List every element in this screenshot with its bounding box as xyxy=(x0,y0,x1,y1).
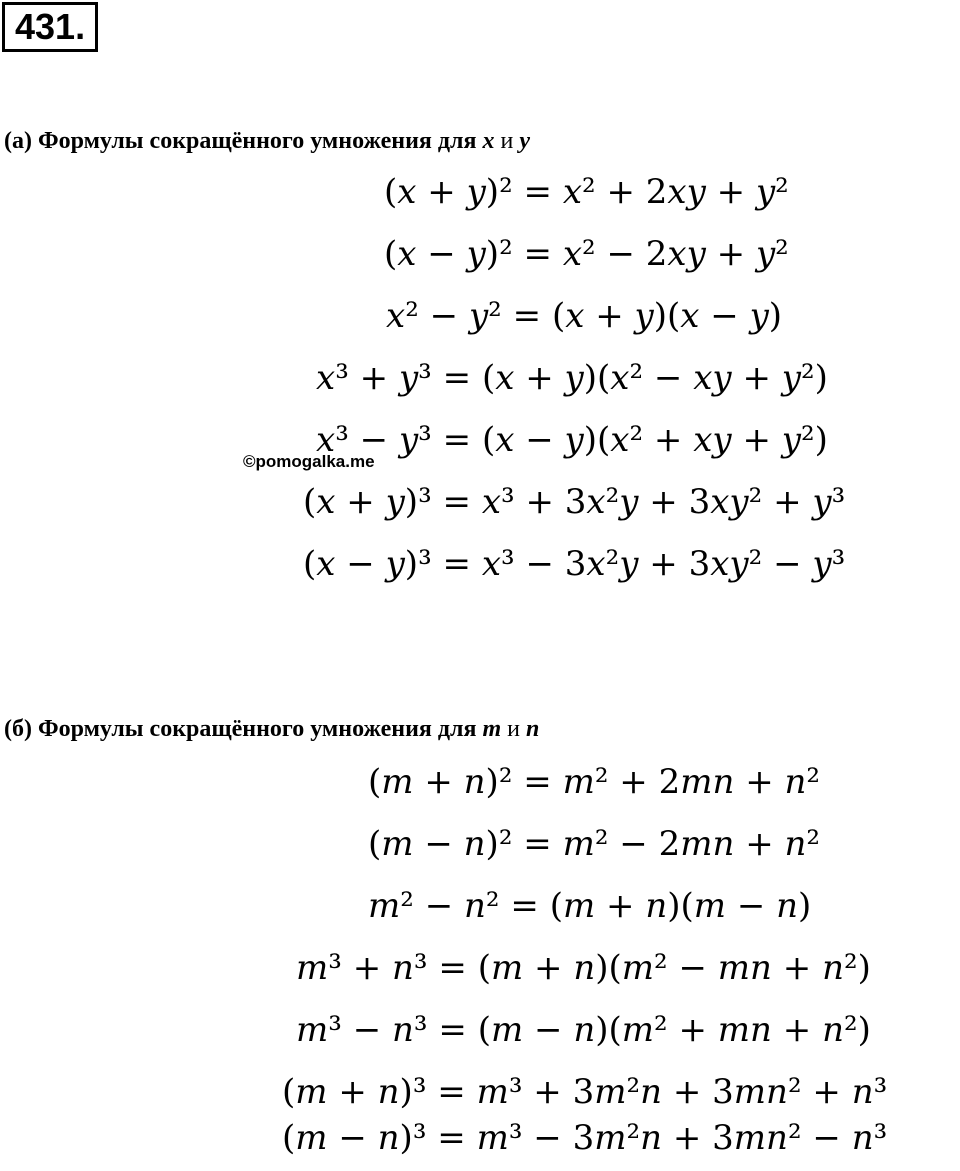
formula-b-2: (m − n)² = m² − 2mn + n² xyxy=(368,824,821,864)
formula-a-7: (x − y)³ = x³ − 3x²y + 3xy² − y³ xyxy=(303,544,846,584)
section-b-label: (б) Формулы сокращённого умножения для xyxy=(4,716,477,742)
exercise-number: 431. xyxy=(2,2,98,52)
section-b-var1: m xyxy=(482,716,502,742)
formula-b-7: (m − n)³ = m³ − 3m²n + 3mn² − n³ xyxy=(282,1118,888,1158)
section-b-conj: и xyxy=(507,716,520,742)
formula-b-3: m² − n² = (m + n)(m − n) xyxy=(368,886,812,926)
formula-b-5: m³ − n³ = (m − n)(m² + mn + n²) xyxy=(296,1010,871,1050)
formula-a-5: x³ − y³ = (x − y)(x² + xy + y²) xyxy=(316,420,828,460)
formula-b-1: (m + n)² = m² + 2mn + n² xyxy=(368,762,821,802)
section-a-label: (а) Формулы сокращённого умножения для xyxy=(4,128,477,154)
formula-a-6: (x + y)³ = x³ + 3x²y + 3xy² + y³ xyxy=(303,482,846,522)
section-b-var2: n xyxy=(525,716,540,742)
watermark: ©pomogalka.me xyxy=(243,452,375,471)
section-a-var1: x xyxy=(482,128,495,154)
formula-a-2: (x − y)² = x² − 2xy + y² xyxy=(384,234,789,274)
section-a-var2: y xyxy=(519,128,530,154)
formula-b-6: (m + n)³ = m³ + 3m²n + 3mn² + n³ xyxy=(282,1072,888,1112)
formula-b-4: m³ + n³ = (m + n)(m² − mn + n²) xyxy=(296,948,871,988)
section-b-heading xyxy=(4,716,539,743)
formula-a-3: x² − y² = (x + y)(x − y) xyxy=(386,296,783,336)
formula-a-4: x³ + y³ = (x + y)(x² − xy + y²) xyxy=(316,358,828,398)
section-a-heading xyxy=(4,128,530,155)
formula-a-1: (x + y)² = x² + 2xy + y² xyxy=(384,172,789,212)
section-a-conj: и xyxy=(500,128,514,154)
